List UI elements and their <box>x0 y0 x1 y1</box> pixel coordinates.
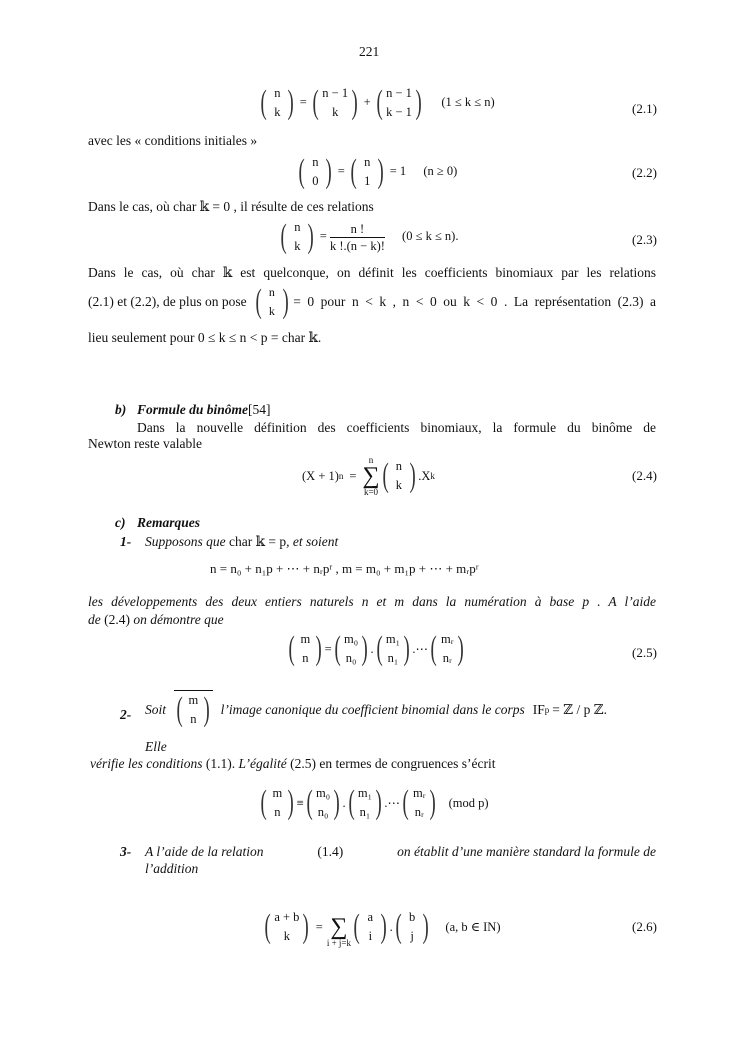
remark-2-line2: vérifie les conditions (1.1). L’égalité (2.5) en termes de congruences s’écrit <box>90 756 496 771</box>
paragraph-definition-line2: (2.1) et (2.2), de plus on pose ( n k ) = 0 pour n < k , n < 0 ou k < 0 . La représentation (2.3) a <box>88 283 656 320</box>
sum-symbol-2-6: ∑ i + j=k <box>326 914 351 948</box>
remark-1-equation: n = n₀ + n₁p + ⋯ + nᵣpʳ , m = m₀ + m₁p + ⋯ + mᵣpʳ <box>210 561 479 576</box>
binom-m-n-cong: ( m n ) <box>260 784 295 821</box>
remark-3-label: 3- <box>120 844 132 859</box>
equation-2-3: ( n k ) = $\frac{n !}{k !.(n - k)!}$ (0 ≤ k ≤ n). <box>278 218 458 256</box>
binom-mr-nr: ( mᵣ nᵣ ) <box>430 630 465 667</box>
sum-symbol: n ∑ k=0 <box>362 455 380 497</box>
remark-1-label: 1- <box>120 534 132 549</box>
equation-number-2-4: (2.4) <box>632 468 657 483</box>
text-initial-conditions: avec les « conditions initiales » <box>88 133 258 148</box>
page-number: 221 <box>359 44 380 59</box>
binom-m1-n1-cong: ( m₁ n₁ ) <box>348 784 382 821</box>
binom-m-n: ( m n ) <box>288 630 323 667</box>
section-b-heading: Formule du binôme[54] <box>137 402 271 417</box>
binom-n-k-2: ( n k ) <box>280 218 315 255</box>
paragraph-definition-line1: Dans le cas, où char 𝕜 est quelconque, on définit les coefficients binomiaux par les relations <box>88 265 656 280</box>
binom-n-k: ( n k ) <box>260 84 295 121</box>
equation-2-5: ( m n ) = ( m₀ n₀ ) . ( m₁ n₁ ) .⋯ ( mᵣ nᵣ ) <box>286 630 467 668</box>
binom-mr-nr-cong: ( mᵣ nᵣ ) <box>402 784 437 821</box>
binom-n-k-sum: ( n k ) <box>382 457 416 494</box>
remark-2-label: 2- <box>120 707 132 722</box>
condition-2-1: (1 ≤ k ≤ n) <box>441 94 495 109</box>
remark-3-line1: A l’aide de la relation (1.4) on établit d’une manière standard la formule de <box>145 844 656 859</box>
remark-1-line3: de (2.4) on démontre que <box>88 612 224 627</box>
binom-n1-k1: ( n − 1 k − 1 ) <box>376 84 422 121</box>
section-c-title: Remarques <box>137 515 201 530</box>
equation-number-2-1: (2.1) <box>632 101 657 116</box>
binom-n-k-inline: ( n k ) <box>255 283 289 320</box>
binom-m0-n0-cong: ( m₀ n₀ ) <box>306 784 340 821</box>
section-b-label: b) <box>115 402 127 417</box>
binom-b-j: ( b j ) <box>395 908 429 945</box>
binom-m1-n1: ( m₁ n₁ ) <box>376 630 410 667</box>
binom-n-0: ( n 0 ) <box>298 153 333 190</box>
binom-ab-k: ( a + b k ) <box>264 908 310 945</box>
section-b-line1: Dans la nouvelle définition des coefficients binomiaux, la formule du binôme de <box>137 420 656 435</box>
fraction-factorial: $\frac{n !}{k !.(n - k)!}$ <box>329 221 385 253</box>
remark-1-line1: Supposons que char 𝕜 = p, et soient <box>145 534 339 549</box>
text-char-zero: Dans le cas, où char 𝕜 = 0 , il résulte de ces relations <box>88 199 374 214</box>
equation-congruence: ( m n ) ≡ ( m₀ n₀ ) . ( m₁ n₁ ) .⋯ ( mᵣ nᵣ ) (mod p) <box>258 784 489 822</box>
equation-number-2-3: (2.3) <box>632 232 657 247</box>
equation-2-2: ( n 0 ) = ( n 1 ) = 1 (n ≥ 0) <box>296 153 457 191</box>
binom-m-n-overline: ( m n ) <box>174 690 213 729</box>
binom-n-1: ( n 1 ) <box>350 153 385 190</box>
equation-2-4: (X + 1) n = n ∑ k=0 ( n k ) .X k <box>302 455 435 497</box>
remark-1-line2: les développements des deux entiers naturels n et m dans la numération à base p . A l’aide <box>88 594 656 609</box>
equation-number-2-6: (2.6) <box>632 919 657 934</box>
binom-n1-k: ( n − 1 k ) <box>312 84 358 121</box>
binom-m0-n0: ( m₀ n₀ ) <box>334 630 368 667</box>
remark-3-line2: l’addition <box>145 861 199 876</box>
remark-2-elle: Elle <box>145 739 167 754</box>
section-c-label: c) <box>115 515 126 530</box>
binom-a-i: ( a i ) <box>353 908 388 945</box>
equation-number-2-2: (2.2) <box>632 165 657 180</box>
equation-2-6: ( a + b k ) = ∑ i + j=k ( a i ) . ( b j ) (a, b ∈ IN) <box>262 906 501 948</box>
paragraph-definition-line3: lieu seulement pour 0 ≤ k ≤ n < p = char 𝕜. <box>88 330 322 345</box>
equation-number-2-5: (2.5) <box>632 645 657 660</box>
remark-2-line1: Soit ( m n ) l’image canonique du coefficient binomial dans le corps IF p = ℤ / p ℤ. <box>145 691 607 728</box>
section-b-line2: Newton reste valable <box>88 436 202 451</box>
equation-2-1: ( n k ) = ( n − 1 k ) + ( n − 1 k − 1 ) (1 ≤ k ≤ n) <box>258 84 495 122</box>
